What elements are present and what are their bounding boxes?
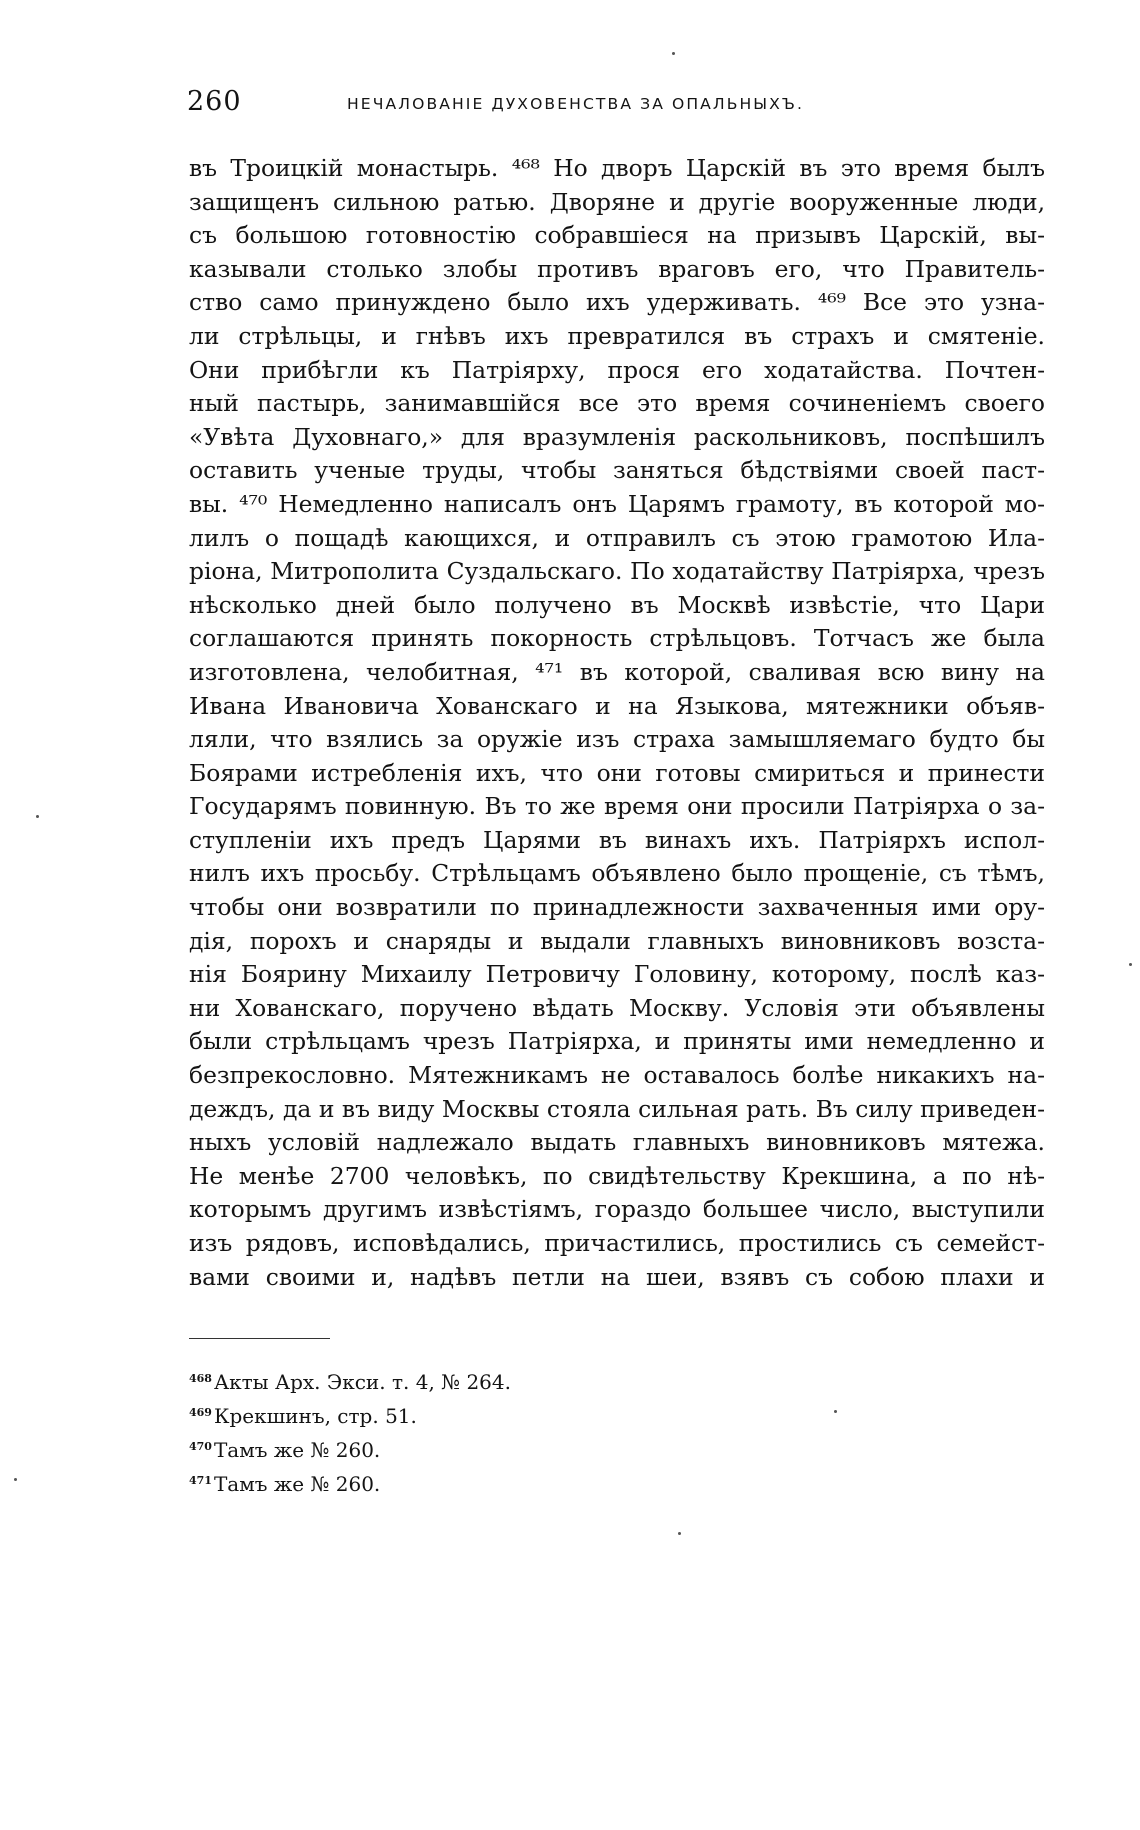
footnote-number: 468 [189, 1372, 212, 1385]
footnote [189, 1464, 511, 1498]
footnote-divider [189, 1338, 330, 1339]
footnote [189, 1396, 511, 1430]
text-line: ный пастырь, занимавшійся все это время сочиненіемъ своего [189, 389, 1045, 418]
text-line: которымъ другимъ извѣстіямъ, гораздо большее число, выступили [189, 1195, 1045, 1224]
page-number: 260 [187, 86, 242, 117]
text-line: лилъ о пощадѣ кающихся, и отправилъ съ этою грамотою Ила- [189, 523, 1045, 552]
text-line: дія, порохъ и снаряды и выдали главныхъ виновниковъ возста- [189, 926, 1045, 955]
text-line: изготовлена, челобитная, ⁴⁷¹ въ которой, сваливая всю вину на [189, 657, 1045, 686]
text-line: были стрѣльцамъ чрезъ Патріярха, и приняты ими немедленно и [189, 1027, 1045, 1056]
footnote-number: 470 [189, 1440, 212, 1453]
text-line: ступленіи ихъ предъ Царями въ винахъ ихъ. Патріярхъ испол- [189, 825, 1045, 854]
scan-speck [14, 1478, 17, 1481]
text-line: вы. ⁴⁷⁰ Немедленно написалъ онъ Царямъ грамоту, въ которой мо- [189, 489, 1045, 518]
text-line: ріона, Митрополита Суздальскаго. По ходатайству Патріярха, чрезъ [189, 557, 1045, 586]
text-line: оставить ученые труды, чтобы заняться бѣдствіями своей паст- [189, 456, 1045, 485]
scan-speck [1129, 963, 1132, 966]
scan-speck [672, 52, 675, 55]
text-line: ство само принуждено было ихъ удерживать. ⁴⁶⁹ Все это узна- [189, 288, 1045, 317]
text-line: Не менѣе 2700 человѣкъ, по свидѣтельству Крекшина, а по нѣ- [189, 1161, 1045, 1190]
footnote-text: Крекшинъ, стр. 51. [213, 1404, 417, 1428]
page-header [187, 86, 877, 126]
text-line: деждъ, да и въ виду Москвы стояла сильная рать. Въ силу приведен- [189, 1094, 1045, 1123]
footnotes [189, 1362, 511, 1498]
text-line: нилъ ихъ просьбу. Стрѣльцамъ объявлено было прощеніе, съ тѣмъ, [189, 859, 1045, 888]
text-line: нія Боярину Михаилу Петровичу Головину, которому, послѣ каз- [189, 960, 1045, 989]
text-line: ныхъ условій надлежало выдать главныхъ виновниковъ мятежа. [189, 1128, 1045, 1157]
text-line: Ивана Ивановича Хованскаго и на Языкова, мятежники объяв- [189, 691, 1045, 720]
footnote-text: Акты Арх. Экси. т. 4, № 264. [213, 1370, 511, 1394]
text-line: въ Троицкій монастырь. ⁴⁶⁸ Но дворъ Царскій въ это время былъ [189, 154, 1045, 182]
text-line: Они прибѣгли къ Патріярху, прося его ходатайства. Почтен- [189, 355, 1045, 384]
text-line: вами своими и, надѣвъ петли на шеи, взявъ съ собою плахи и [189, 1262, 1045, 1291]
running-title: НЕЧАЛОВАНІЕ ДУХОВЕНСТВА ЗА ОПАЛЬНЫХЪ. [347, 95, 805, 113]
footnote [189, 1362, 511, 1396]
scan-speck [678, 1532, 681, 1535]
footnote-text: Тамъ же № 260. [213, 1438, 381, 1462]
footnote-number: 469 [189, 1406, 212, 1419]
text-line: чтобы они возвратили по принадлежности захваченныя ими ору- [189, 893, 1045, 922]
footnote-text: Тамъ же № 260. [213, 1472, 381, 1496]
scan-speck [834, 1410, 837, 1413]
text-line: соглашаются принять покорность стрѣльцовъ. Тотчасъ же была [189, 624, 1045, 653]
text-line: Государямъ повинную. Въ то же время они просили Патріярха о за- [189, 792, 1045, 821]
text-line: нѣсколько дней было получено въ Москвѣ извѣстіе, что Цари [189, 590, 1045, 619]
text-line: ляли, что взялись за оружіе изъ страха замышляемаго будто бы [189, 725, 1045, 754]
text-line: «Увѣта Духовнаго,» для вразумленія раскольниковъ, поспѣшилъ [189, 422, 1045, 451]
scan-speck [36, 815, 39, 818]
footnote-number: 471 [189, 1474, 212, 1487]
text-line: ли стрѣльцы, и гнѣвъ ихъ превратился въ страхъ и смятеніе. [189, 321, 1045, 350]
text-line: Боярами истребленія ихъ, что они готовы смириться и принести [189, 758, 1045, 787]
text-line: казывали столько злобы противъ враговъ его, что Правитель- [189, 254, 1045, 283]
footnote [189, 1430, 511, 1464]
text-line: защищенъ сильною ратью. Дворяне и другіе вооруженные люди, [189, 187, 1045, 216]
text-line: изъ рядовъ, исповѣдались, причастились, простились съ семейст- [189, 1229, 1045, 1257]
text-line: ни Хованскаго, поручено вѣдать Москву. Условія эти объявлены [189, 993, 1045, 1022]
text-line: съ большою готовностію собравшіеся на призывъ Царскій, вы- [189, 221, 1045, 250]
body-text [189, 152, 1045, 1294]
text-line: безпрекословно. Мятежникамъ не оставалось болѣе никакихъ на- [189, 1061, 1045, 1090]
